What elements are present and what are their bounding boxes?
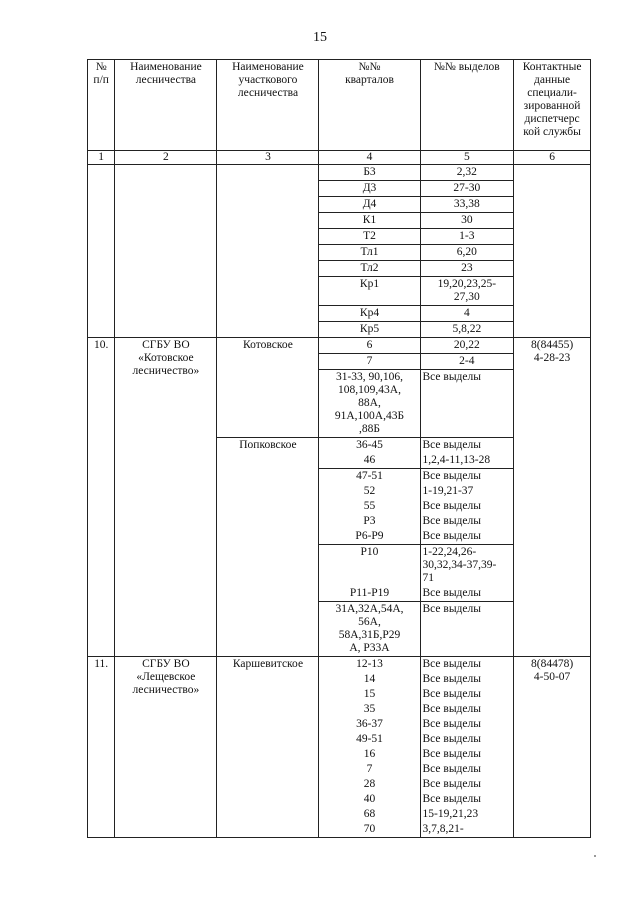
quarter-cell: Кр1 xyxy=(319,277,420,306)
plot-cell: Все выделы xyxy=(420,469,514,485)
plot-cell: Все выделы xyxy=(420,438,514,454)
column-header: Наименование лесничества xyxy=(115,60,217,151)
quarter-cell: 31А,32А,54А, 56А, 58А,31Б,Р29 А, Р33А xyxy=(319,602,420,657)
plot-cell: Все выделы xyxy=(420,717,514,732)
plot-cell: Все выделы xyxy=(420,672,514,687)
plot-cell: 4 xyxy=(420,306,514,322)
quarter-cell: Р6-Р9 xyxy=(319,529,420,545)
plot-cell: Все выделы xyxy=(420,586,514,602)
plot-cell: 15-19,21,23 xyxy=(420,807,514,822)
quarter-cell: К1 xyxy=(319,213,420,229)
quarter-cell: 52 xyxy=(319,484,420,499)
column-number: 2 xyxy=(115,151,217,165)
column-header: №№ кварталов xyxy=(319,60,420,151)
quarter-cell: 40 xyxy=(319,792,420,807)
quarter-cell: Тл2 xyxy=(319,261,420,277)
column-number: 6 xyxy=(514,151,591,165)
plot-cell: 1-19,21-37 xyxy=(420,484,514,499)
plot-cell: 2,32 xyxy=(420,165,514,181)
scan-mark xyxy=(594,855,596,857)
plot-cell: Все выделы xyxy=(420,762,514,777)
column-number: 4 xyxy=(319,151,420,165)
quarter-cell: 16 xyxy=(319,747,420,762)
quarter-cell: Д4 xyxy=(319,197,420,213)
quarter-cell: 6 xyxy=(319,338,420,354)
plot-cell: 33,38 xyxy=(420,197,514,213)
column-header: Наименование участкового лесничества xyxy=(217,60,319,151)
quarter-cell: Кр4 xyxy=(319,306,420,322)
empty-cell xyxy=(115,165,217,338)
plot-cell: 1-3 xyxy=(420,229,514,245)
plot-cell: 1-22,24,26- 30,32,34-37,39- 71 xyxy=(420,545,514,587)
quarter-cell: 7 xyxy=(319,762,420,777)
district-name: Каршевитское xyxy=(217,657,319,838)
district-name: Попковское xyxy=(217,438,319,657)
quarter-cell: 68 xyxy=(319,807,420,822)
header-row xyxy=(88,60,591,151)
quarter-cell: 36-45 xyxy=(319,438,420,454)
plot-cell: Все выделы xyxy=(420,514,514,529)
table-row xyxy=(88,165,591,181)
quarter-cell: 12-13 xyxy=(319,657,420,673)
quarter-cell: 55 xyxy=(319,499,420,514)
quarter-cell: 28 xyxy=(319,777,420,792)
plot-cell: Все выделы xyxy=(420,747,514,762)
plot-cell: 19,20,23,25- 27,30 xyxy=(420,277,514,306)
table-row xyxy=(88,657,591,673)
quarter-cell: 49-51 xyxy=(319,732,420,747)
contact-info: 8(84478) 4-50-07 xyxy=(514,657,591,838)
plot-cell: Все выделы xyxy=(420,529,514,545)
contact-info: 8(84455) 4-28-23 xyxy=(514,338,591,657)
plot-cell: 30 xyxy=(420,213,514,229)
plot-cell: Все выделы xyxy=(420,702,514,717)
column-header: №№ выделов xyxy=(420,60,514,151)
plot-cell: Все выделы xyxy=(420,602,514,657)
quarter-cell: Т2 xyxy=(319,229,420,245)
plot-cell: Все выделы xyxy=(420,687,514,702)
plot-cell: 20,22 xyxy=(420,338,514,354)
quarter-cell: Р3 xyxy=(319,514,420,529)
quarter-cell: 70 xyxy=(319,822,420,838)
column-number-row xyxy=(88,151,591,165)
quarter-cell: Тл1 xyxy=(319,245,420,261)
plot-cell: Все выделы xyxy=(420,657,514,673)
empty-cell xyxy=(514,165,591,338)
quarter-cell: 46 xyxy=(319,453,420,469)
column-number: 5 xyxy=(420,151,514,165)
plot-cell: Все выделы xyxy=(420,499,514,514)
quarter-cell: 14 xyxy=(319,672,420,687)
column-number: 1 xyxy=(88,151,115,165)
quarter-cell: 7 xyxy=(319,354,420,370)
district-name: Котовское xyxy=(217,338,319,438)
forestry-name: СГБУ ВО «Лещевское лесничество» xyxy=(115,657,217,838)
quarter-cell: Р11-Р19 xyxy=(319,586,420,602)
plot-cell: Все выделы xyxy=(420,792,514,807)
plot-cell: 5,8,22 xyxy=(420,322,514,338)
quarter-cell: Кр5 xyxy=(319,322,420,338)
plot-cell: Все выделы xyxy=(420,777,514,792)
plot-cell: 3,7,8,21- xyxy=(420,822,514,838)
plot-cell: 23 xyxy=(420,261,514,277)
column-number: 3 xyxy=(217,151,319,165)
plot-cell: 27-30 xyxy=(420,181,514,197)
empty-cell xyxy=(217,165,319,338)
page-number: 15 xyxy=(313,30,327,45)
plot-cell: Все выделы xyxy=(420,370,514,438)
quarter-cell: 47-51 xyxy=(319,469,420,485)
table-row xyxy=(88,338,591,354)
forestry-table xyxy=(87,59,591,838)
quarter-cell: 31-33, 90,106, 108,109,43А, 88А, 91А,100А,43Б ,88Б xyxy=(319,370,420,438)
plot-cell: 2-4 xyxy=(420,354,514,370)
row-number: 10. xyxy=(88,338,115,657)
column-header: Контактные данные специали-зированной диспетчерс кой службы xyxy=(514,60,591,151)
quarter-cell: Д3 xyxy=(319,181,420,197)
forestry-name: СГБУ ВО «Котовское лесничество» xyxy=(115,338,217,657)
plot-cell: 6,20 xyxy=(420,245,514,261)
plot-cell: Все выделы xyxy=(420,732,514,747)
quarter-cell: 15 xyxy=(319,687,420,702)
quarter-cell: 35 xyxy=(319,702,420,717)
row-number: 11. xyxy=(88,657,115,838)
plot-cell: 1,2,4-11,13-28 xyxy=(420,453,514,469)
quarter-cell: 36-37 xyxy=(319,717,420,732)
empty-cell xyxy=(88,165,115,338)
column-header: № п/п xyxy=(88,60,115,151)
quarter-cell: Б3 xyxy=(319,165,420,181)
quarter-cell: Р10 xyxy=(319,545,420,587)
